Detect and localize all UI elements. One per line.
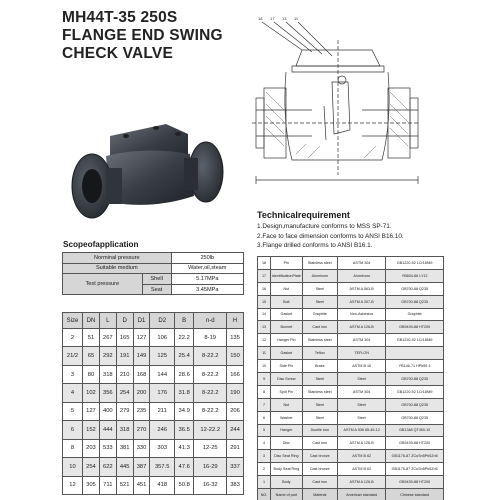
dimension-column-header: DN <box>83 313 100 329</box>
svg-text:13: 13 <box>282 16 287 21</box>
dimension-cell: 80 <box>83 365 100 383</box>
dimension-cell: 291 <box>227 439 244 457</box>
dimension-cell: 176 <box>150 384 175 402</box>
table-row <box>258 257 444 270</box>
parts-column-header: Material <box>302 489 337 500</box>
dimension-cell: 235 <box>133 402 150 420</box>
dimension-cell: 8-22.2 <box>194 384 227 402</box>
part-cell: Disc <box>271 437 303 450</box>
part-cell: Ductile iron <box>302 424 337 437</box>
dimension-cell: 22.2 <box>174 329 193 347</box>
part-cell: ASTM A 307-B <box>337 295 385 308</box>
scope-heading: Scopeofapplication <box>63 240 139 249</box>
part-cell: Steel <box>302 411 337 424</box>
part-cell: Hanger <box>271 424 303 437</box>
part-cell: Pin <box>271 257 303 270</box>
part-cell: ASTM 304 <box>337 385 385 398</box>
technical-item: 3.Flange drilled conforms to ANSI B16.1. <box>257 242 373 249</box>
part-cell: Body Seat Ring <box>271 463 303 476</box>
part-cell: 6 <box>258 411 271 424</box>
part-cell: Graphite <box>302 308 337 321</box>
part-cell: Steel <box>337 411 385 424</box>
part-cell: GB9439-88 HT200 <box>386 476 444 489</box>
dimension-column-header: H <box>227 313 244 329</box>
part-cell: 5 <box>258 424 271 437</box>
part-cell: Body <box>271 476 303 489</box>
dimension-cell: 191 <box>116 347 133 365</box>
part-cell: GB1220-92 1Cr18Ni9 <box>386 385 444 398</box>
dimension-cell: 711 <box>99 476 116 494</box>
table-row <box>63 402 244 420</box>
dimension-cell: 418 <box>150 476 175 494</box>
dimension-cell: 8-22.2 <box>194 402 227 420</box>
dimension-column-header: Size <box>63 313 83 329</box>
part-cell: ASTM B 16 <box>337 360 385 373</box>
dimension-cell: 305 <box>83 476 100 494</box>
part-cell: Steel <box>302 373 337 386</box>
technical-list <box>257 222 404 251</box>
table-row <box>63 329 244 347</box>
table-row <box>63 476 244 494</box>
seat-label: Seat <box>142 284 171 295</box>
part-cell: Steel <box>302 282 337 295</box>
table-row <box>258 373 444 386</box>
part-cell: Aluminum <box>337 269 385 282</box>
dimension-cell: 303 <box>150 439 175 457</box>
part-cell: GB700-88 Q235 <box>386 373 444 386</box>
dimension-column-header: D1 <box>133 313 150 329</box>
parts-table <box>257 256 444 500</box>
shell-label: Shell <box>142 274 171 285</box>
part-cell: GB700-88 Q235 <box>386 282 444 295</box>
dimension-column-header: L <box>99 313 116 329</box>
dimension-cell: 12-22.2 <box>194 421 227 439</box>
dimension-cell: 622 <box>99 458 116 476</box>
part-cell: 17 <box>258 269 271 282</box>
part-cell: Disc Screw <box>271 373 303 386</box>
part-cell: Steel <box>337 373 385 386</box>
dimension-cell: 102 <box>83 384 100 402</box>
table-row <box>63 421 244 439</box>
part-cell: GB700-88 Q235 <box>386 295 444 308</box>
part-cell: GB1220-92 1Cr18Ni9 <box>386 257 444 270</box>
technical-heading: Technicalrequirement <box>257 210 350 220</box>
dimension-cell: 211 <box>150 402 175 420</box>
dimension-cell: 127 <box>83 402 100 420</box>
part-cell: Non-Asbestos <box>337 308 385 321</box>
part-cell: Cast iron <box>302 321 337 334</box>
technical-item: 2.Face to face dimension conforms to ANSI B16.10. <box>257 232 404 240</box>
part-cell: Split Pin <box>271 385 303 398</box>
part-cell: Stainless steel <box>302 385 337 398</box>
part-cell: IdentificationPlate <box>271 269 303 282</box>
dimension-cell: 4 <box>63 384 83 402</box>
part-cell: ASTM 304 <box>337 334 385 347</box>
part-cell: Bonnet <box>271 321 303 334</box>
part-cell: 18 <box>258 257 271 270</box>
part-cell: 7 <box>258 398 271 411</box>
dimension-cell: 125 <box>150 347 175 365</box>
part-cell: GB1220-92 1Cr18Ni9 <box>386 334 444 347</box>
dimension-cell: 106 <box>150 329 175 347</box>
part-cell: 12 <box>258 334 271 347</box>
part-cell: Side Pin <box>271 360 303 373</box>
parts-column-header: American standard <box>337 489 385 500</box>
page-title <box>62 9 223 63</box>
dimension-cell: 5 <box>63 402 83 420</box>
table-row <box>258 463 444 476</box>
dimension-cell: 65 <box>83 347 100 365</box>
dimension-cell: 400 <box>99 402 116 420</box>
table-row <box>258 411 444 424</box>
table-row <box>63 458 244 476</box>
dimension-cell: 451 <box>133 476 150 494</box>
dimension-cell: 12-25 <box>194 439 227 457</box>
dimension-cell: 444 <box>99 421 116 439</box>
table-row <box>63 365 244 383</box>
table-row <box>258 385 444 398</box>
dimension-cell: 47.6 <box>174 458 193 476</box>
part-cell: TEFLON <box>337 347 385 360</box>
dimension-cell: 206 <box>227 402 244 420</box>
part-cell: GB1348 QT450-10 <box>386 424 444 437</box>
dimension-cell: 127 <box>133 329 150 347</box>
nominal-pressure-value: 250lb <box>171 253 243 264</box>
table-row <box>258 269 444 282</box>
part-cell: 8 <box>258 385 271 398</box>
svg-text:17: 17 <box>270 16 275 21</box>
part-cell: ASTM A 536 65-45-12 <box>337 424 385 437</box>
dimension-cell: 254 <box>83 458 100 476</box>
part-cell: ASTM A 126-B <box>337 321 385 334</box>
dimension-column-header: D <box>116 313 133 329</box>
dimension-cell: 152 <box>83 421 100 439</box>
suitable-medium-label: Suitable medium <box>63 263 172 274</box>
table-row <box>258 450 444 463</box>
test-pressure-label: Test pressure <box>63 274 143 295</box>
shell-value: 5.17MPa <box>171 274 243 285</box>
dimension-cell: 21/2 <box>63 347 83 365</box>
part-cell: ASTM A 563-B <box>337 282 385 295</box>
dimension-cell: 166 <box>227 365 244 383</box>
table-row <box>258 295 444 308</box>
parts-column-header: NO. <box>258 489 271 500</box>
part-cell: 3 <box>258 450 271 463</box>
part-cell: Steel <box>302 398 337 411</box>
dimension-cell: 8 <box>63 439 83 457</box>
table-row <box>258 321 444 334</box>
dimension-cell: 150 <box>227 347 244 365</box>
part-cell: Steel <box>302 295 337 308</box>
dimension-cell: 31.8 <box>174 384 193 402</box>
part-cell: Stainless steel <box>302 257 337 270</box>
valve-photo <box>66 106 226 224</box>
part-cell: ASTM 304 <box>337 257 385 270</box>
part-cell: Graphite <box>386 308 444 321</box>
parts-column-header: Chinese standard <box>386 489 444 500</box>
dimension-cell: 8-22.2 <box>194 347 227 365</box>
dimension-cell: 279 <box>116 402 133 420</box>
dimension-cell: 521 <box>116 476 133 494</box>
svg-text:18: 18 <box>258 16 263 21</box>
dimension-table <box>62 312 244 495</box>
part-cell: ASTM B 62 <box>337 450 385 463</box>
part-cell: ASTM A 126-B <box>337 476 385 489</box>
dimension-cell: 41.3 <box>174 439 193 457</box>
parts-header-row <box>258 489 444 500</box>
part-cell: GB9439-88 HT200 <box>386 437 444 450</box>
dimension-cell: 25.4 <box>174 347 193 365</box>
part-cell: ASTM A 126-B <box>337 437 385 450</box>
part-cell: Cast iron <box>302 476 337 489</box>
dimension-cell: 387 <box>133 458 150 476</box>
part-cell: Washer <box>271 411 303 424</box>
dimension-cell: 270 <box>133 421 150 439</box>
part-cell: 15 <box>258 295 271 308</box>
dimension-cell: 203 <box>83 439 100 457</box>
seat-value: 3.45MPa <box>171 284 243 295</box>
dimension-cell: 149 <box>133 347 150 365</box>
part-cell: 9 <box>258 373 271 386</box>
part-cell: Teflon <box>302 347 337 360</box>
part-cell: 16 <box>258 282 271 295</box>
scope-table <box>62 252 244 295</box>
table-row <box>258 360 444 373</box>
parts-column-header: Name of part <box>271 489 303 500</box>
dimension-cell: 144 <box>150 365 175 383</box>
dimension-cell: 51 <box>83 329 100 347</box>
part-cell: Cast bronze <box>302 450 337 463</box>
dimension-cell: 34.9 <box>174 402 193 420</box>
dimension-cell: 2 <box>63 329 83 347</box>
dimension-cell: 445 <box>116 458 133 476</box>
part-cell: YB146-71 HPb59-1 <box>386 360 444 373</box>
part-cell: 4 <box>258 437 271 450</box>
part-cell: YB604-66 LY12 <box>386 269 444 282</box>
dimension-cell: 16-32 <box>194 476 227 494</box>
part-cell: GB700-88 Q235 <box>386 411 444 424</box>
table-row <box>258 308 444 321</box>
dimension-cell: 12 <box>63 476 83 494</box>
dimension-cell: 210 <box>116 365 133 383</box>
dimension-cell: 50.8 <box>174 476 193 494</box>
table-row <box>258 424 444 437</box>
title-line-2: FLANGE END SWING <box>62 27 223 44</box>
dimension-cell: 357.5 <box>150 458 175 476</box>
part-cell: Nut <box>271 398 303 411</box>
technical-item: 1.Design,manufacture conforms to MSS SP-71. <box>257 223 392 230</box>
table-row <box>258 398 444 411</box>
part-cell: ASTM B 62 <box>337 463 385 476</box>
dimension-cell: 168 <box>133 365 150 383</box>
dimension-cell: 36.5 <box>174 421 193 439</box>
part-cell: 10 <box>258 360 271 373</box>
dimension-cell: 330 <box>133 439 150 457</box>
dimension-cell: 267 <box>99 329 116 347</box>
title-line-3: CHECK VALVE <box>62 45 173 62</box>
dimension-cell: 16-29 <box>194 458 227 476</box>
dimension-column-header: D2 <box>150 313 175 329</box>
part-cell: Disc Seat Ring <box>271 450 303 463</box>
part-cell: GB700-88 Q235 <box>386 398 444 411</box>
suitable-medium-value: Water,oil,steam <box>171 263 243 274</box>
dimension-cell: 533 <box>99 439 116 457</box>
part-cell: Hanger Pin <box>271 334 303 347</box>
table-row <box>258 437 444 450</box>
dimension-cell: 200 <box>133 384 150 402</box>
part-cell: 2 <box>258 463 271 476</box>
table-row <box>63 439 244 457</box>
table-row <box>63 384 244 402</box>
part-cell: Aluminum <box>302 269 337 282</box>
part-cell: Gasket <box>271 347 303 360</box>
dimension-cell: 246 <box>150 421 175 439</box>
part-cell: GB1176-87 ZCuSn5Pb5Zn5 <box>386 463 444 476</box>
dimension-column-header: B <box>174 313 193 329</box>
part-cell: Nut <box>271 282 303 295</box>
table-row <box>258 334 444 347</box>
table-row <box>63 347 244 365</box>
dimension-cell: 165 <box>116 329 133 347</box>
part-cell: Stainless steel <box>302 334 337 347</box>
dimension-cell: 318 <box>116 421 133 439</box>
part-cell: Bolt <box>271 295 303 308</box>
dimension-cell: 3 <box>63 365 83 383</box>
dimension-cell: 292 <box>99 347 116 365</box>
part-cell: Cast bronze <box>302 463 337 476</box>
dimension-column-header: n-d <box>194 313 227 329</box>
dimension-cell: 383 <box>227 476 244 494</box>
nominal-pressure-label: Norminal pressure <box>63 253 172 264</box>
dimension-cell: 8-22.2 <box>194 365 227 383</box>
dimension-cell: 135 <box>227 329 244 347</box>
dimension-cell: 254 <box>116 384 133 402</box>
dimension-cell: 8-19 <box>194 329 227 347</box>
title-line-1: MH44T-35 250S <box>62 9 178 26</box>
part-cell: GB1176-87 ZCuSn5Pb5Zn5 <box>386 450 444 463</box>
part-cell <box>386 347 444 360</box>
dimension-cell: 10 <box>63 458 83 476</box>
part-cell: Cast iron <box>302 437 337 450</box>
table-row <box>258 282 444 295</box>
part-cell: 11 <box>258 347 271 360</box>
part-cell: GB9439-88 HT200 <box>386 321 444 334</box>
dimension-cell: 28.6 <box>174 365 193 383</box>
part-cell: Steel <box>337 398 385 411</box>
table-row <box>258 347 444 360</box>
table-row <box>258 476 444 489</box>
dimension-cell: 190 <box>227 384 244 402</box>
dimension-cell: 356 <box>99 384 116 402</box>
svg-text:11: 11 <box>294 16 299 21</box>
part-cell: 13 <box>258 321 271 334</box>
dimension-cell: 6 <box>63 421 83 439</box>
dimension-cell: 318 <box>99 365 116 383</box>
part-cell: 1 <box>258 476 271 489</box>
part-cell: Gasket <box>271 308 303 321</box>
part-cell: Brass <box>302 360 337 373</box>
cross-section-drawing <box>252 10 420 195</box>
part-cell: 14 <box>258 308 271 321</box>
dimension-cell: 337 <box>227 458 244 476</box>
dimension-cell: 381 <box>116 439 133 457</box>
dimension-cell: 244 <box>227 421 244 439</box>
